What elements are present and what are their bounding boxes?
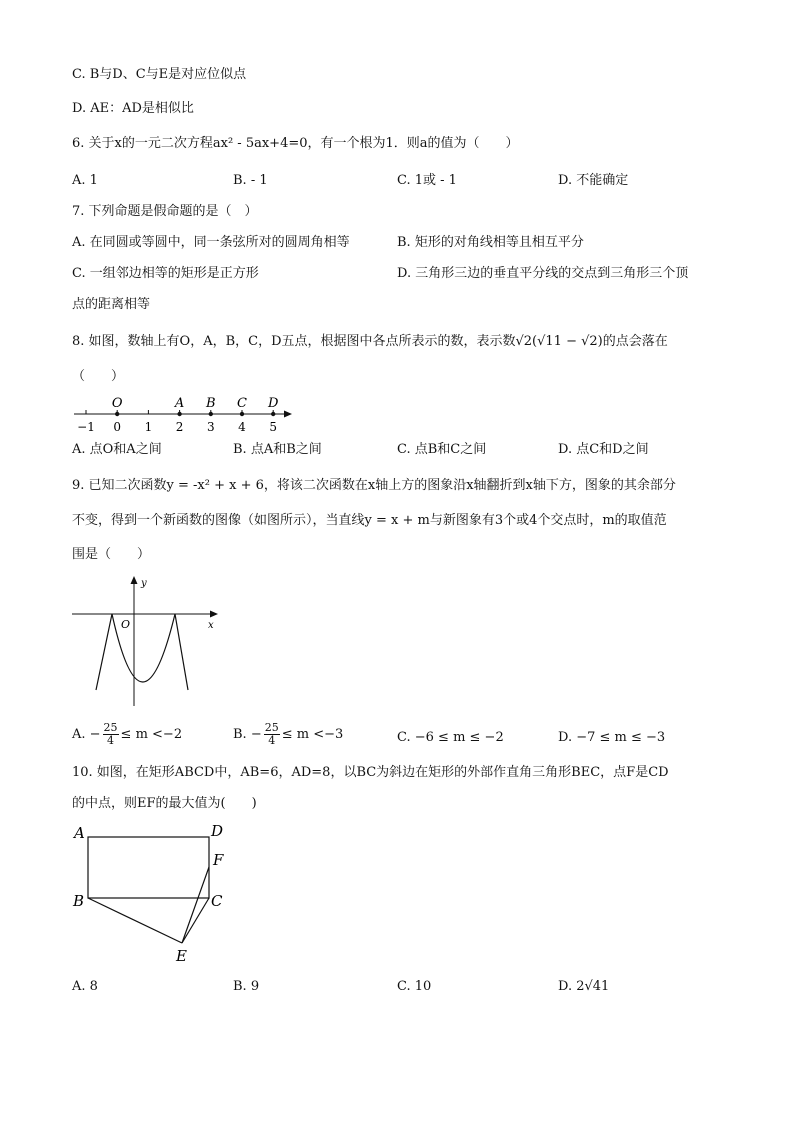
q6-option-d: D. 不能确定 xyxy=(558,173,629,188)
q9-function-graph xyxy=(0,570,794,710)
axis-point-label: D xyxy=(267,396,279,411)
q5-option-c: C. B与D、C与E是对应位似点 xyxy=(72,67,247,82)
q10-option-d: D. 2√41 xyxy=(558,979,610,994)
axis-point-marker xyxy=(240,412,244,416)
q8-number-line xyxy=(0,390,794,438)
q8-option-d: D. 点C和D之间 xyxy=(558,442,649,457)
q10-label-a: A xyxy=(74,824,85,842)
q10-label-c: C xyxy=(211,892,223,910)
q6-option-c: C. 1或 - 1 xyxy=(397,173,457,188)
q10-geometry-figure xyxy=(0,815,794,970)
axis-point-marker xyxy=(271,412,275,416)
q6-option-a: A. 1 xyxy=(72,173,98,188)
q10-option-c: C. 10 xyxy=(397,979,432,994)
q8-option-a: A. 点O和A之间 xyxy=(72,442,162,457)
axis-tick-label: 5 xyxy=(269,420,278,434)
q10-label-d: D xyxy=(211,822,224,840)
axis-tick-label: 2 xyxy=(175,420,184,434)
axis-point-marker xyxy=(177,412,181,416)
q6-option-b: B. - 1 xyxy=(233,173,268,188)
q9-stem-line1: 9. 已知二次函数y = -x² + x + 6，将该二次函数在x轴上方的图象沿x轴翻折到x轴下方，图象的其余部分 xyxy=(72,478,676,493)
q7-option-c: C. 一组邻边相等的矩形是正方形 xyxy=(72,266,259,281)
q8-option-b: B. 点A和B之间 xyxy=(233,442,322,457)
q9-option-c: C. −6 ≤ m ≤ −2 xyxy=(397,730,504,745)
q9-option-d: D. −7 ≤ m ≤ −3 xyxy=(558,730,666,745)
q8-stem-line2: （ ） xyxy=(72,369,125,384)
q10-label-f: F xyxy=(213,851,224,869)
q10-label-e: E xyxy=(176,947,187,965)
axis-point-marker xyxy=(115,412,119,416)
axis-tick-label: 1 xyxy=(144,420,153,434)
axis-point-marker xyxy=(209,412,213,416)
q8-option-c: C. 点B和C之间 xyxy=(397,442,487,457)
q10-stem-line1: 10. 如图，在矩形ABCD中，AB=6，AD=8，以BC为斜边在矩形的外部作直角三角形BEC，点F是CD xyxy=(72,765,669,780)
q9-option-a: A. − $\frac{25}{4}$ ≤ m <−2 xyxy=(72,721,183,747)
axis-point-label: A xyxy=(174,396,185,411)
axis-tick-label: −1 xyxy=(77,420,95,434)
q9-stem-line3: 围是（ ） xyxy=(72,547,151,562)
q9-option-b: B. − $\frac{25}{4}$ ≤ m <−3 xyxy=(233,721,344,747)
q9-stem-line2: 不变，得到一个新函数的图像（如图所示），当直线y = x + m与新图象有3个或4个交点时，m的取值范 xyxy=(72,513,667,528)
q9-origin-label: O xyxy=(121,618,131,631)
axis-tick-label: 4 xyxy=(238,420,246,434)
q9-y-axis-label: y xyxy=(141,578,147,589)
q5-option-d: D. AE：AD是相似比 xyxy=(72,101,194,116)
q10-label-b: B xyxy=(73,892,85,910)
axis-point-label: B xyxy=(206,396,216,411)
q6-stem: 6. 关于x的一元二次方程ax² - 5ax+4=0，有一个根为1．则a的值为（ ） xyxy=(72,136,519,151)
q8-stem-line1: 8. 如图，数轴上有O，A，B，C，D五点，根据图中各点所表示的数，表示数√2(√11 − √2)的点会落在 xyxy=(72,334,668,349)
q7-option-d-line1: D. 三角形三边的垂直平分线的交点到三角形三个顶 xyxy=(397,266,689,281)
q9-x-axis-label: x xyxy=(208,620,214,631)
axis-point-label: O xyxy=(111,396,123,411)
q7-option-b: B. 矩形的对角线相等且相互平分 xyxy=(397,235,584,250)
q7-stem: 7. 下列命题是假命题的是（ ） xyxy=(72,204,258,219)
q7-option-d-line2: 点的距离相等 xyxy=(72,297,151,312)
q10-option-a: A. 8 xyxy=(72,979,98,994)
axis-tick-label: 3 xyxy=(206,420,215,434)
q10-stem-line2: 的中点，则EF的最大值为( ) xyxy=(72,796,257,811)
axis-tick-label: 0 xyxy=(113,420,122,434)
axis-point-label: C xyxy=(237,396,247,411)
q10-option-b: B. 9 xyxy=(233,979,260,994)
q7-option-a: A. 在同圆或等圆中，同一条弦所对的圆周角相等 xyxy=(72,235,350,250)
